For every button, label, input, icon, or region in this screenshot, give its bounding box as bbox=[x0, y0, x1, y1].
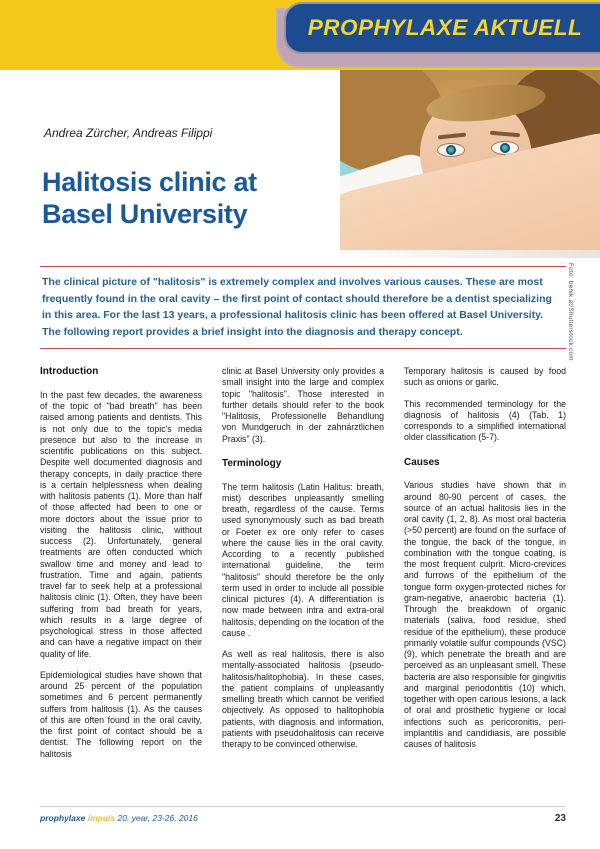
iris-shape bbox=[446, 145, 456, 155]
article-title-line2: Basel University bbox=[42, 199, 248, 230]
section-badge bbox=[284, 2, 600, 54]
heading-introduction: Introduction bbox=[40, 366, 99, 377]
body-paragraph: Various studies have shown that in around 80-90 percent of cases, the source of an actual halitosis lies in the oral cavity (1, 2, 8). As most oral bacteria (>50 percent) are found on the surface of the tongue, the back of the tongue, in combination with the tongue coating, is the most frequent culprit. Micro-crevices and furrows of the epithelium of the tongue form oxygen-protected niches for gram-negative, anaerobic bacteria (1). Through the breakdown of organic materials (saliva, food residue, shed residue of the epithelium), these produce primarily volatile sulfur compounds (VSC) (9), which penetrate the breath and are perceived as an unpleasant smell. These bacteria are also responsible for gingivitis and marginal periodontitis (10) which, together with open carious lesions, a lack of oral and prosthetic hygiene or local infections such as pericoronitis, peri-implantitis and candidiasis, are possible causes of halitosis bbox=[404, 480, 566, 750]
eye-shape bbox=[438, 144, 464, 156]
body-paragraph: This recommended terminology for the diagnosis of halitosis (4) (Tab. 1) corresponds to a simplified international older classification (5-7). bbox=[404, 398, 566, 443]
column-1 bbox=[40, 366, 202, 806]
page-number: 23 bbox=[554, 813, 566, 824]
lead-paragraph: The clinical picture of "halitosis" is extremely complex and involves various causes. These are most frequently found in the oral cavity – the first point of contact should therefore be a dentist specializing in this area. For the last 13 years, a professional halitosis clinic has been offered at Basel University. The following report provides a brief insight into the diagnosis and therapy concept. bbox=[42, 276, 552, 338]
iris-shape bbox=[500, 143, 510, 153]
woman-photo bbox=[340, 70, 600, 250]
column-3 bbox=[404, 366, 566, 806]
body-paragraph: clinic at Basel University only provides a small insight into the large and complex topic "halitosis". Those interested in further details should refer to the book "Halitosis, Professionelle Behandlung von Mundgeruch in der zahnärztlichen Praxis" (3). bbox=[222, 366, 384, 444]
journal-line bbox=[40, 813, 198, 823]
body-paragraph: Temporary halitosis is caused by food such as onions or garlic. bbox=[404, 366, 566, 388]
heading-terminology: Terminology bbox=[222, 457, 282, 469]
journal-name-2: impuls bbox=[87, 813, 116, 823]
body-paragraph: Epidemiological studies have shown that around 25 percent of the population sometimes and 6 percent permanently suffers from halitosis (1). As the causes of this are often found in the oral cavity, the first point of contact should be a dentist. The following report on the halitosis bbox=[40, 669, 202, 759]
heading-causes: Causes bbox=[404, 456, 440, 468]
body-columns bbox=[40, 366, 566, 806]
body-paragraph: The term halitosis (Latin Halitus: breath, mist) describes unpleasantly smelling breath, regardless of the cause. Terms used synonymously such as bad breath or Foeter ex ore only refer to cases where the cause lies in the oral cavity. According to a recently published international guideline, the term "halitosis" should therefore be the only term used in order to include all possible clinical pictures (4). A differentiation is now made between intra and extra-oral halitosis, depending on the location of the cause . bbox=[222, 481, 384, 638]
article-title-line1: Halitosis clinic at bbox=[42, 167, 257, 197]
body-paragraph: As well as real halitosis, there is also mentally-associated halitosis (pseudo-halitosis/halitophobia). In these cases, the patient complains of unpleasantly smelling breath which cannot be verified objectively. As opposed to halitophobia patients, with diagnosis and information, patients with pseudohalitosis can receive therapy to be convinced otherwise. bbox=[222, 649, 384, 750]
footer bbox=[40, 813, 566, 824]
column-2 bbox=[222, 366, 384, 806]
issue-info: 20. year, 23-26, 2016 bbox=[117, 813, 198, 823]
section-badge-label: PROPHYLAXE AKTUELL bbox=[307, 15, 583, 40]
lead-rule-top bbox=[40, 266, 566, 267]
lead-section bbox=[40, 266, 566, 349]
photo-frame bbox=[332, 70, 600, 258]
photo-credit: Foto: benik.at/Shutterstock.com bbox=[567, 263, 574, 361]
body-paragraph: In the past few decades, the awareness of the topic of "bad breath" has been raised among patients and dentists. This is not only due to the topic's media presence but also to the increase in scientific publications on this subject. Despite well documented diagnosis and therapy concepts, in daily practice there is a certain helplessness when dealing with halitosis patients (1). More than half of those affected had been to one or more doctors about the issue prior to visiting the halitosis clinic, without success (2). Unfortunately, general treatments are often conducted which swallow time and money and lead to frustration. Time and again, patients travel far to seek help at a professional halitosis clinic (1). Often, they have been suffering from bad breath for years, which results in a large degree of psychological stress in those affected and can have a negative impact on their quality of life. bbox=[40, 389, 202, 659]
lead-rule-bottom bbox=[40, 348, 566, 349]
authors-line: Andrea Zürcher, Andreas Filippi bbox=[44, 126, 213, 140]
journal-name: prophylaxe bbox=[40, 813, 86, 823]
footer-rule bbox=[40, 806, 566, 807]
article-title bbox=[42, 166, 257, 231]
